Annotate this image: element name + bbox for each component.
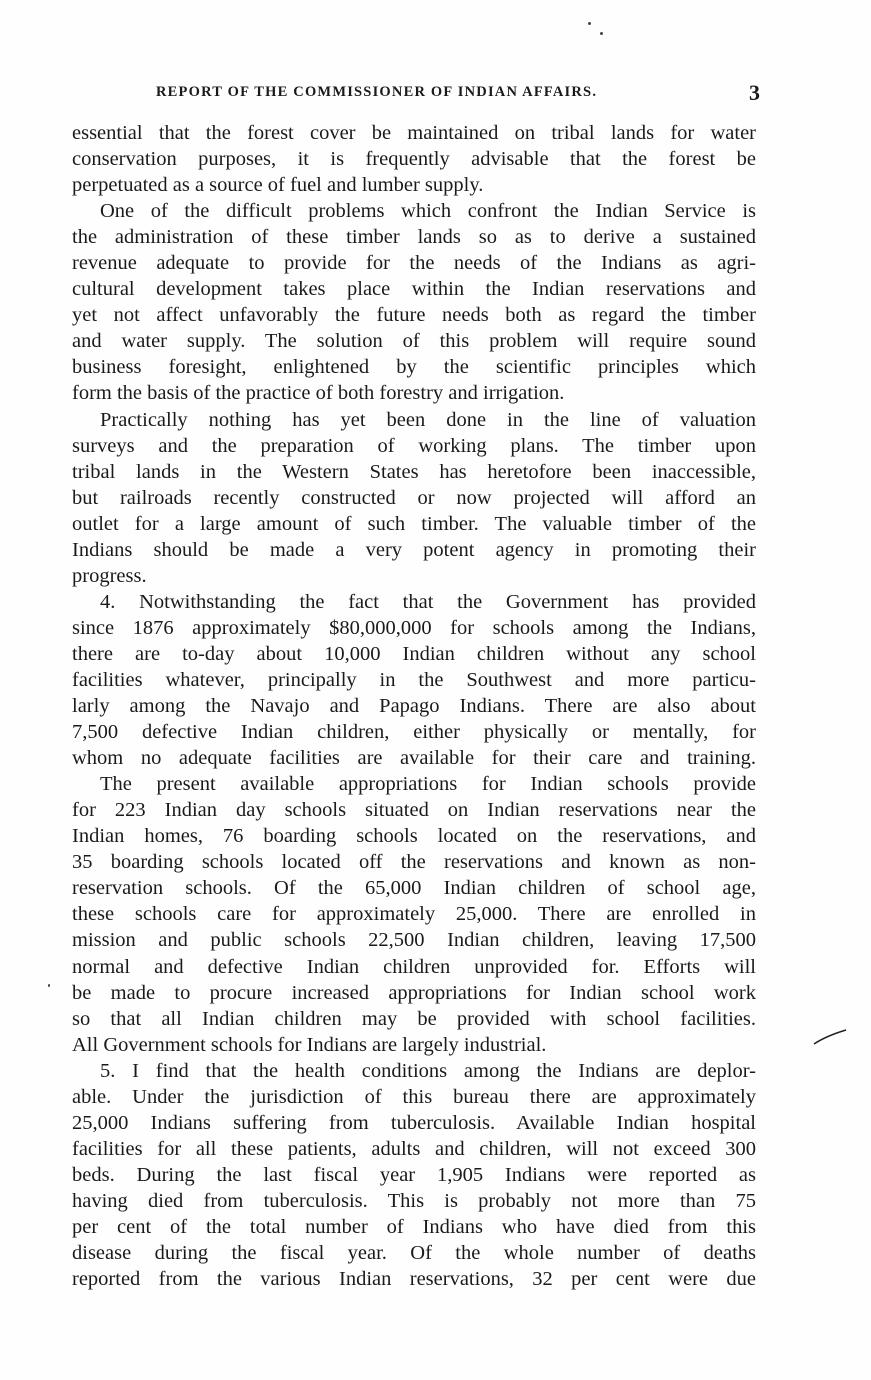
- text-line: there are to-day about 10,000 Indian children without any school: [72, 642, 756, 665]
- text-line: Practically nothing has yet been done in the line of valuation: [100, 408, 756, 431]
- text-line: yet not affect unfavorably the future needs both as regard the timber: [72, 304, 756, 327]
- text-line: perpetuated as a source of fuel and lumber supply.: [72, 174, 484, 197]
- text-line: 25,000 Indians suffering from tuberculosis. Available Indian hospital: [72, 1111, 756, 1134]
- text-line: reported from the various Indian reservations, 32 per cent were due: [72, 1268, 756, 1291]
- text-line: be made to procure increased appropriations for Indian school work: [72, 981, 756, 1004]
- ink-speck: [48, 984, 50, 987]
- text-line: able. Under the jurisdiction of this bureau there are approximately: [72, 1085, 756, 1108]
- text-line: larly among the Navajo and Papago Indians. There are also about: [72, 695, 756, 718]
- text-line: so that all Indian children may be provided with school facilities.: [72, 1007, 756, 1030]
- pen-mark: [812, 1028, 848, 1046]
- text-line: having died from tuberculosis. This is probably not more than 75: [72, 1189, 756, 1212]
- text-line: 7,500 defective Indian children, either physically or mentally, for: [72, 721, 756, 744]
- text-line: mission and public schools 22,500 Indian children, leaving 17,500: [72, 929, 756, 952]
- text-line: beds. During the last fiscal year 1,905 Indians were reported as: [72, 1163, 756, 1186]
- text-line: conservation purposes, it is frequently advisable that the forest be: [72, 148, 756, 171]
- text-line: facilities whatever, principally in the Southwest and more particu-: [72, 668, 756, 691]
- text-line: since 1876 approximately $80,000,000 for schools among the Indians,: [72, 616, 756, 639]
- text-line: progress.: [72, 564, 147, 587]
- text-line: surveys and the preparation of working plans. The timber upon: [72, 434, 756, 457]
- text-line: whom no adequate facilities are available for their care and training.: [72, 747, 756, 770]
- text-line: and water supply. The solution of this problem will require sound: [72, 330, 756, 353]
- text-line: All Government schools for Indians are largely industrial.: [72, 1033, 547, 1056]
- text-line: Indians should be made a very potent agency in promoting their: [72, 538, 756, 561]
- text-line: tribal lands in the Western States has heretofore been inaccessible,: [72, 460, 756, 483]
- text-line: cultural development takes place within the Indian reservations and: [72, 278, 756, 301]
- text-line: business foresight, enlightened by the scientific principles which: [72, 356, 756, 379]
- text-line: disease during the fiscal year. Of the whole number of deaths: [72, 1242, 756, 1265]
- ink-speck: [600, 32, 603, 35]
- text-line: form the basis of the practice of both forestry and irrigation.: [72, 382, 565, 405]
- page-header: [100, 82, 760, 108]
- ink-speck: [588, 22, 591, 25]
- text-line: essential that the forest cover be maintained on tribal lands for water: [72, 122, 756, 144]
- text-line: for 223 Indian day schools situated on Indian reservations near the: [72, 799, 756, 822]
- text-line: One of the difficult problems which confront the Indian Service is: [100, 200, 756, 223]
- text-line: facilities for all these patients, adults and children, will not exceed 300: [72, 1137, 756, 1160]
- text-line: but railroads recently constructed or now projected will afford an: [72, 486, 756, 509]
- text-line: these schools care for approximately 25,000. There are enrolled in: [72, 903, 756, 926]
- text-line: 4. Notwithstanding the fact that the Government has provided: [100, 590, 756, 613]
- text-line: the administration of these timber lands so as to derive a sustained: [72, 226, 756, 249]
- page-number: 3: [749, 80, 760, 105]
- text-line: revenue adequate to provide for the needs of the Indians as agri-: [72, 252, 756, 275]
- body-text: [72, 120, 756, 1292]
- text-line: 35 boarding schools located off the reservations and known as non-: [72, 851, 756, 874]
- text-line: outlet for a large amount of such timber. The valuable timber of the: [72, 512, 756, 535]
- text-line: 5. I find that the health conditions among the Indians are deplor-: [100, 1059, 756, 1082]
- text-line: normal and defective Indian children unprovided for. Efforts will: [72, 955, 756, 978]
- text-line: per cent of the total number of Indians who have died from this: [72, 1215, 756, 1238]
- running-title: REPORT OF THE COMMISSIONER OF INDIAN AFFAIRS.: [156, 84, 598, 100]
- text-line: reservation schools. Of the 65,000 Indian children of school age,: [72, 877, 756, 900]
- text-line: Indian homes, 76 boarding schools located on the reservations, and: [72, 825, 756, 848]
- text-line: The present available appropriations for Indian schools provide: [100, 773, 756, 796]
